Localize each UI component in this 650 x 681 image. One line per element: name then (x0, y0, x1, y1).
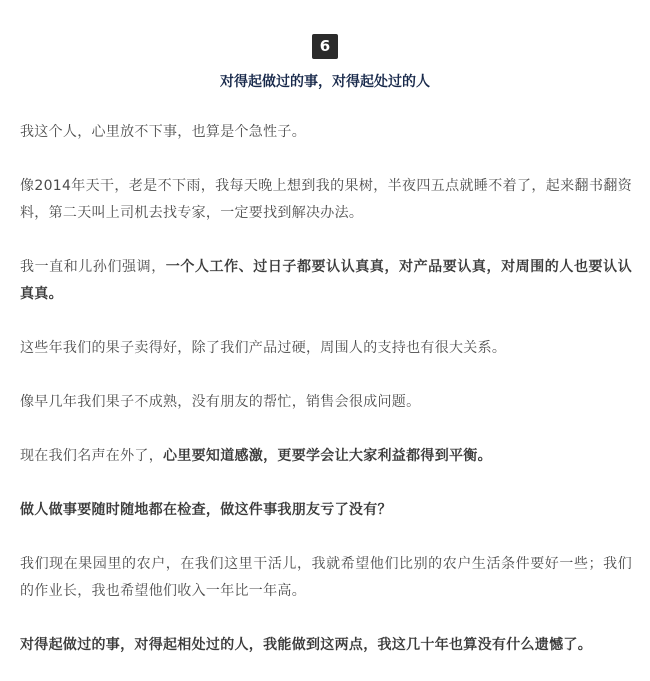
paragraph-5: 像早几年我们果子不成熟，没有朋友的帮忙，销售会很成问题。 (20, 394, 421, 410)
paragraph-9: 对得起做过的事，对得起相处过的人，我能做到这两点，我这几十年也算没有什么遗憾了。 (20, 637, 592, 653)
article-body (20, 119, 632, 659)
paragraph-3-emphasis: 一个人工作、过日子都要认认真真，对产品要认真，对周围的人也要认认真真。 (20, 259, 632, 302)
section-number-badge: 6 (312, 34, 338, 59)
paragraph-6-lead: 现在我们名声在外了， (20, 448, 163, 464)
paragraph-3-lead: 我一直和儿孙们强调， (20, 259, 166, 275)
section-title: 对得起做过的事，对得起处过的人 (220, 74, 430, 90)
paragraph-8: 我们现在果园里的农户，在我们这里干活儿，我就希望他们比别的农户生活条件要好一些；我们的作业长，我也希望他们收入一年比一年高。 (20, 556, 632, 599)
paragraph-4: 这些年我们的果子卖得好，除了我们产品过硬，周围人的支持也有很大关系。 (20, 340, 507, 356)
paragraph-3 (20, 254, 632, 308)
paragraph-6-emphasis: 心里要知道感激，更要学会让大家利益都得到平衡。 (163, 448, 492, 464)
paragraph-6 (20, 443, 632, 470)
paragraph-1: 我这个人，心里放不下事，也算是个急性子。 (20, 124, 306, 140)
paragraph-2: 像2014年天干，老是不下雨，我每天晚上想到我的果树，半夜四五点就睡不着了，起来翻书翻资料，第二天叫上司机去找专家，一定要找到解决办法。 (20, 178, 632, 221)
paragraph-7: 做人做事要随时随地都在检查，做这件事我朋友亏了没有？ (20, 502, 392, 518)
